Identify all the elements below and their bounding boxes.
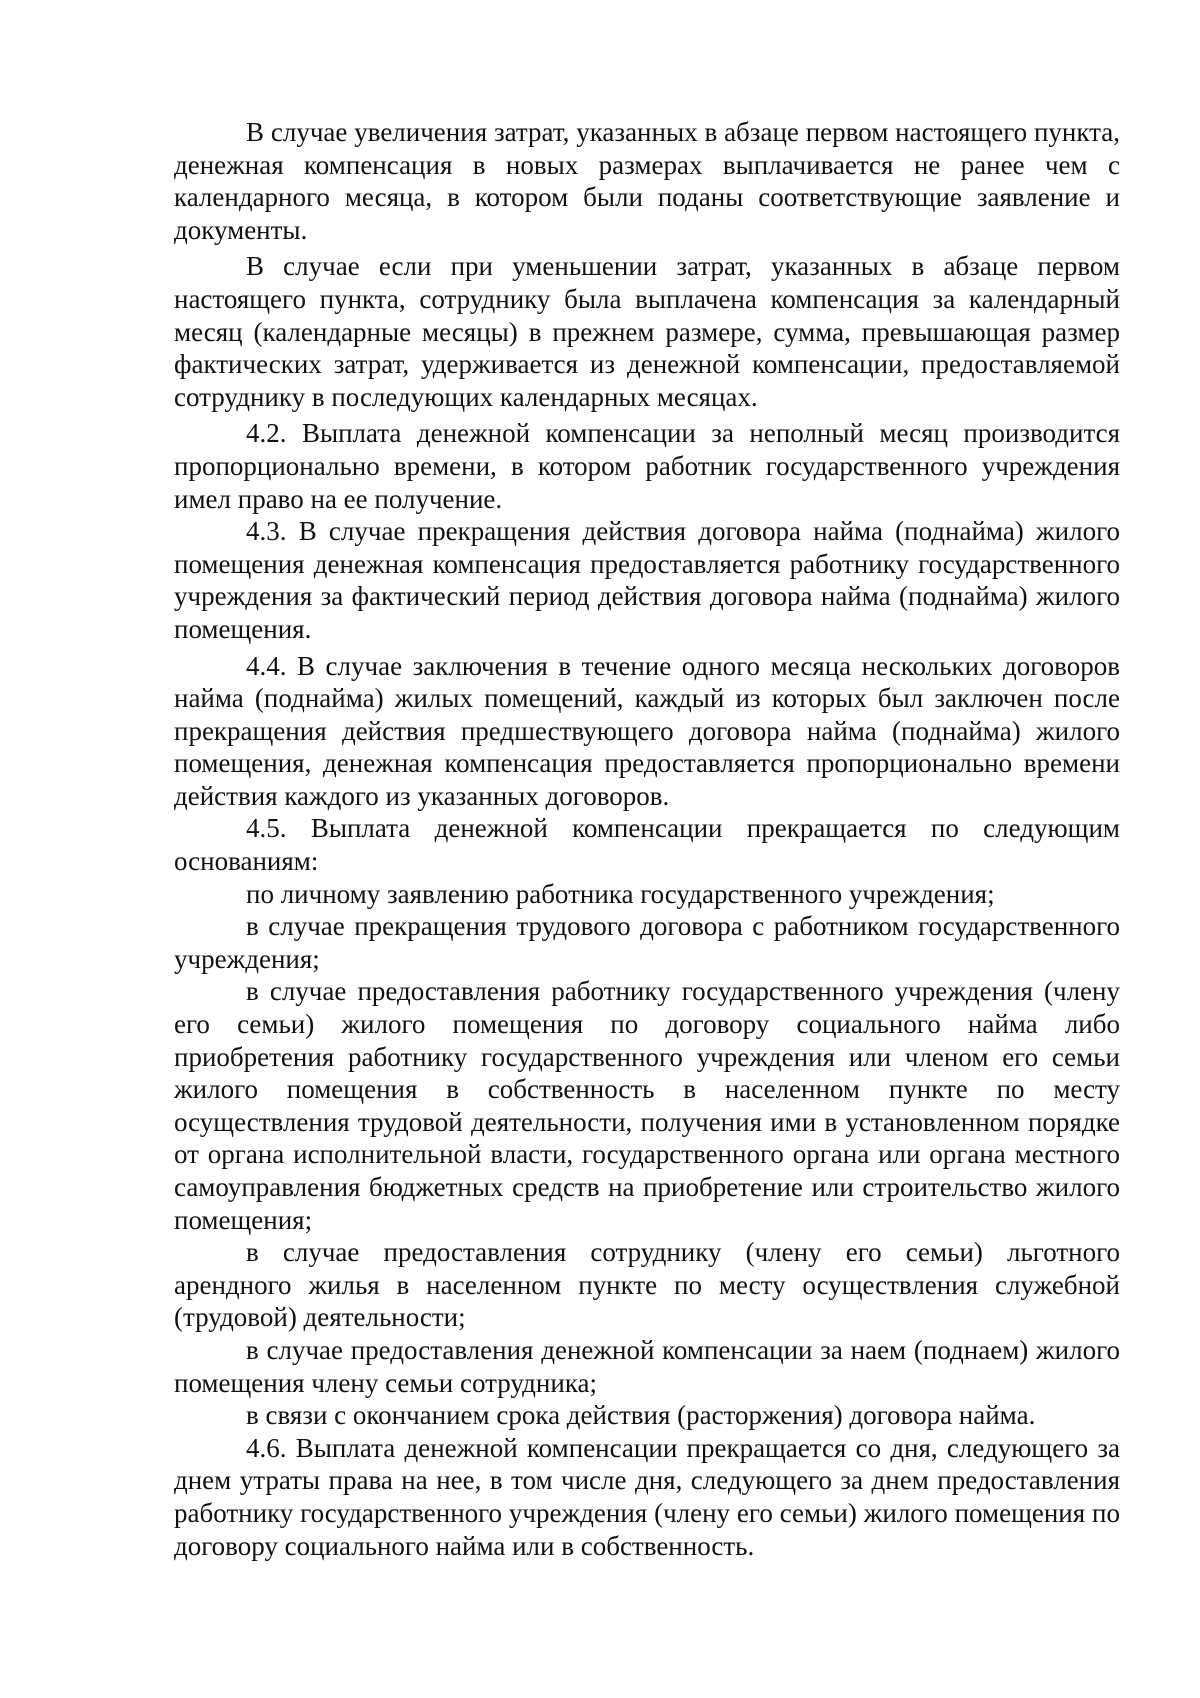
list-item-family-member-compensation: в случае предоставления денежной компенсации за наем (поднаем) жилого помещения члену семьи сотрудника; <box>174 1334 1120 1398</box>
paragraph-compensation-increase: В случае увеличения затрат, указанных в абзаце первом настоящего пункта, денежная компенсация в новых размерах выплачивается не ранее чем с календарного месяца, в котором были поданы соответствующие заявление и документы. <box>174 117 1120 245</box>
paragraph-4-3: 4.3. В случае прекращения действия договора найма (поднайма) жилого помещения денежная компенсация предоставляется работнику государственного учреждения за фактический период действия договора найма (поднайма) жилого помещения. <box>174 516 1120 644</box>
paragraph-4-6: 4.6. Выплата денежной компенсации прекращается со дня, следующего за днем утраты права на нее, в том числе дня, следующего за днем предоставления работнику государственного учреждения (члену его семьи) жилого помещения по договору социального найма или в собственность. <box>174 1432 1120 1561</box>
list-item-personal-application: по личному заявлению работника государственного учреждения; <box>246 878 995 909</box>
paragraph-4-4: 4.4. В случае заключения в течение одного месяца нескольких договоров найма (поднайма) жилых помещений, каждый из которых был заключен после прекращения действия предшествующего договора найма (поднайма) жилого помещения, денежная компенсация предоставляется пропорционально времени действия каждого из указанных договоров. <box>174 650 1120 811</box>
list-item-preferential-rental: в случае предоставления сотруднику (члену его семьи) льготного арендного жилья в населенном пункте по месту осуществления служебной (трудовой) деятельности; <box>174 1237 1120 1333</box>
document-body <box>174 116 1120 1562</box>
paragraph-4-2: 4.2. Выплата денежной компенсации за неполный месяц производится пропорционально времени, в котором работник государственного учреждения имел право на ее получение. <box>174 418 1120 514</box>
paragraph-compensation-decrease: В случае если при уменьшении затрат, указанных в абзаце первом настоящего пункта, сотруднику была выплачена компенсация за календарный месяц (календарные месяцы) в прежнем размере, сумма, превышающая размер фактических затрат, удерживается из денежной компенсации, предоставляемой сотруднику в последующих календарных месяцах. <box>174 251 1120 412</box>
paragraph-4-5: 4.5. Выплата денежной компенсации прекращается по следующим основаниям: <box>174 813 1120 877</box>
list-item-housing-provision: в случае предоставления работнику государственного учреждения (члену его семьи) жилого помещения по договору социального найма либо приобретения работнику государственного учреждения или членом его семьи жилого помещения в собственность в населенном пункте по месту осуществления трудовой деятельности, получения ими в установленном порядке от органа исполнительной власти, государственного органа или органа местного самоуправления бюджетных средств на приобретение или строительство жилого помещения; <box>174 976 1120 1235</box>
list-item-contract-termination: в случае прекращения трудового договора с работником государственного учреждения; <box>174 911 1120 974</box>
list-item-contract-expiry: в связи с окончанием срока действия (расторжения) договора найма. <box>246 1400 1036 1431</box>
